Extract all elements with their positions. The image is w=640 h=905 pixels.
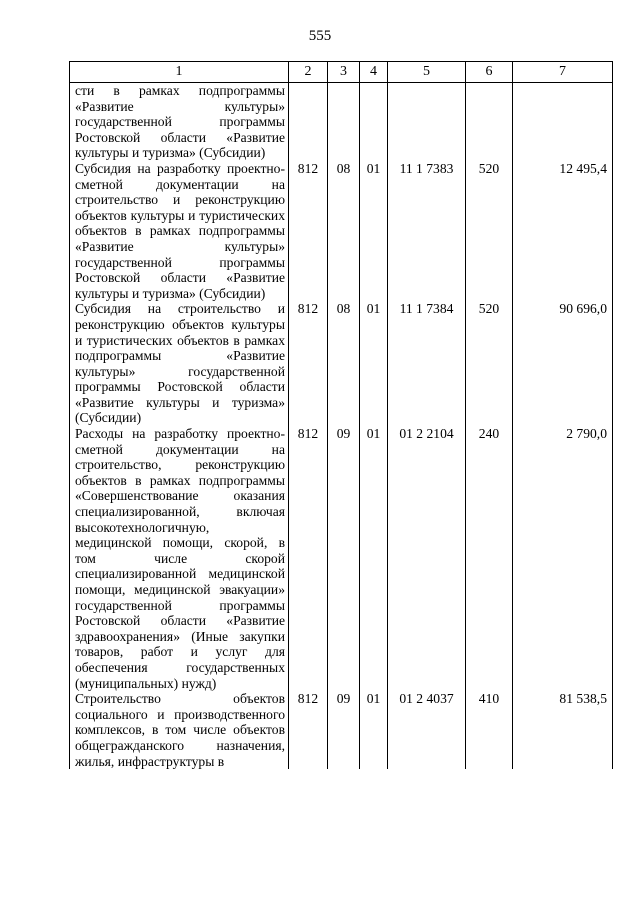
- table-row: [70, 426, 613, 691]
- row-col6: 520: [466, 161, 513, 301]
- col-header-1: 1: [70, 62, 289, 83]
- page-number: 555: [308, 28, 332, 44]
- row-col5: [388, 83, 466, 161]
- row-col2: 812: [289, 426, 328, 691]
- col-header-6: 6: [466, 62, 513, 83]
- col-header-3: 3: [328, 62, 360, 83]
- row-col4: 01: [360, 426, 388, 691]
- row-name: Строительство объектов социального и производственного комплексов, в том числе объектов общегражданского назначения, жилья, инфраструктуры в: [70, 691, 289, 769]
- table-row: [70, 301, 613, 426]
- row-col4: 01: [360, 301, 388, 426]
- row-col2: [289, 83, 328, 161]
- row-amount: 90 696,0: [513, 301, 613, 426]
- col-header-4: 4: [360, 62, 388, 83]
- table-row: [70, 691, 613, 769]
- row-amount: [513, 83, 613, 161]
- row-col3: 09: [328, 691, 360, 769]
- row-name: сти в рамках подпрограммы «Развитие культуры» государственной программы Ростовской области «Развитие культуры и туризма» (Субсидии): [70, 83, 289, 161]
- col-header-7: 7: [513, 62, 613, 83]
- col-header-5: 5: [388, 62, 466, 83]
- row-col3: 09: [328, 426, 360, 691]
- row-col6: 520: [466, 301, 513, 426]
- table-header-row: [70, 62, 613, 83]
- row-col2: 812: [289, 161, 328, 301]
- row-col5: 01 2 2104: [388, 426, 466, 691]
- row-name: Субсидия на строительство и реконструкцию объектов культуры и туристических объектов в рамках подпрограммы «Развитие культуры» государственной программы Ростовской области «Развитие культуры и туризма» (Субсидии): [70, 301, 289, 426]
- row-col6: 410: [466, 691, 513, 769]
- row-col4: 01: [360, 691, 388, 769]
- row-col5: 11 1 7383: [388, 161, 466, 301]
- row-col5: 01 2 4037: [388, 691, 466, 769]
- row-col4: 01: [360, 161, 388, 301]
- row-col3: 08: [328, 301, 360, 426]
- row-col3: [328, 83, 360, 161]
- row-name: Субсидия на разработку проектно-сметной документации на строительство и реконструкцию объектов культуры и туристических объектов в рамках подпрограммы «Развитие культуры» государственной программы Ростовской области «Развитие культуры и туризма» (Субсидии): [70, 161, 289, 301]
- table-row: [70, 161, 613, 301]
- budget-table: [69, 61, 613, 769]
- row-col2: 812: [289, 691, 328, 769]
- row-amount: 2 790,0: [513, 426, 613, 691]
- row-col6: [466, 83, 513, 161]
- col-header-2: 2: [289, 62, 328, 83]
- table-row: [70, 83, 613, 161]
- row-amount: 12 495,4: [513, 161, 613, 301]
- row-col3: 08: [328, 161, 360, 301]
- row-amount: 81 538,5: [513, 691, 613, 769]
- row-col4: [360, 83, 388, 161]
- row-col2: 812: [289, 301, 328, 426]
- row-name: Расходы на разработку проектно-сметной документации на строительство, реконструкцию объектов в рамках подпрограммы «Совершенствование оказания специализированной, включая высокотехнологичную, медицинской помощи, скорой, в том числе скорой специализированной медицинской помощи, медицинской эвакуации» государственной программы Ростовской области «Развитие здравоохранения» (Иные закупки товаров, работ и услуг для обеспечения государственных (муниципальных) нужд): [70, 426, 289, 691]
- row-col6: 240: [466, 426, 513, 691]
- row-col5: 11 1 7384: [388, 301, 466, 426]
